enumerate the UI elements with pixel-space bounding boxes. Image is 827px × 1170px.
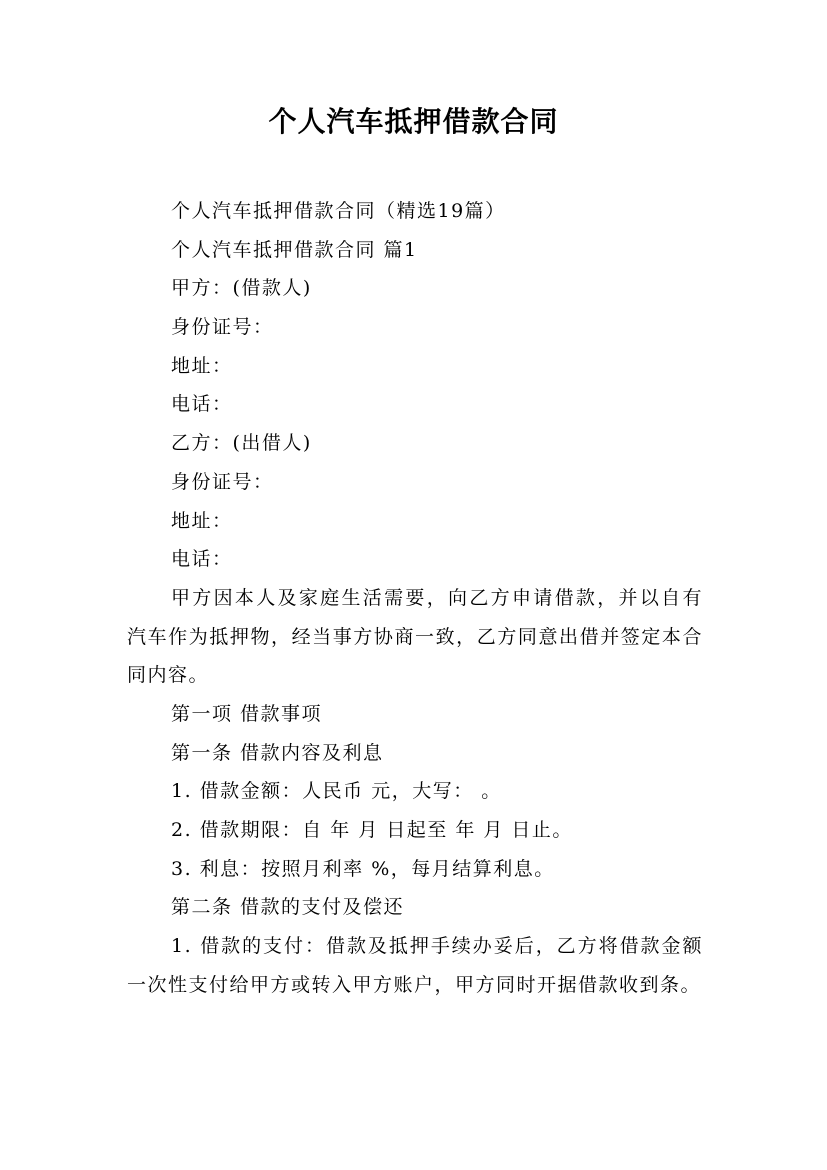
article-1-point: 2. 借款期限：自 年 月 日起至 年 月 日止。 xyxy=(171,819,573,842)
party-a-phone-label: 电话： xyxy=(171,393,233,416)
intro-paragraph: 甲方因本人及家庭生活需要，向乙方申请借款，并以自有汽车作为抵押物，经当事方协商一致，乙方同意出借并签定本合同内容。 xyxy=(127,586,703,687)
party-a-address-label: 地址： xyxy=(171,354,233,377)
article-1-heading: 第一条 借款内容及利息 xyxy=(171,741,384,764)
party-a-id-label: 身份证号： xyxy=(171,316,274,339)
document-body xyxy=(127,192,703,1005)
article-1-point: 1. 借款金额：人民币 元，大写： 。 xyxy=(171,780,502,803)
party-b-id-label: 身份证号： xyxy=(171,470,274,493)
document-title: 个人汽车抵押借款合同 xyxy=(268,105,559,138)
article-1-point: 3. 利息：按照月利率 %，每月结算利息。 xyxy=(171,857,555,880)
party-a-label: 甲方：(借款人) xyxy=(171,277,312,300)
party-b-phone-label: 电话： xyxy=(171,548,233,571)
party-b-label: 乙方：(出借人) xyxy=(171,432,312,455)
article-2-heading: 第二条 借款的支付及偿还 xyxy=(171,896,405,919)
party-b-address-label: 地址： xyxy=(171,509,233,532)
document-subtitle: 个人汽车抵押借款合同（精选19篇） xyxy=(171,200,506,222)
article-2-paragraph: 1. 借款的支付：借款及抵押手续办妥后，乙方将借款金额一次性支付给甲方或转入甲方账户，甲方同时开据借款收到条。 xyxy=(127,935,703,996)
item-1-heading: 第一项 借款事项 xyxy=(171,702,323,725)
section-heading: 个人汽车抵押借款合同 篇1 xyxy=(171,238,418,261)
